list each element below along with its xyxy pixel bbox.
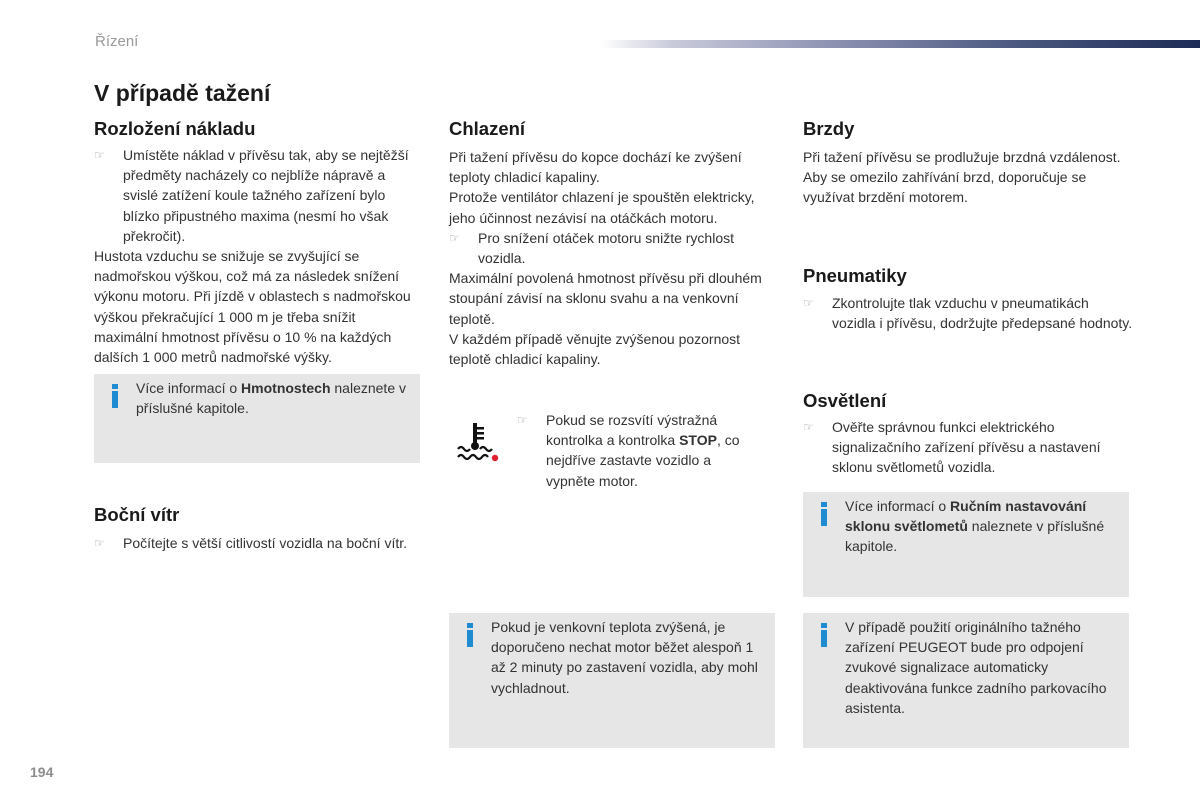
bullet-text: Umístěte náklad v přívěsu tak, aby se nejtěžší předměty nacházely co nejblíže nápravě a svislé zatížení koule tažného zařízení bylo blízko připustného maxima (nesmí ho však překročit). bbox=[123, 147, 409, 244]
heading-crosswind: Boční vítr bbox=[94, 504, 180, 525]
heading-tyres: Pneumatiky bbox=[803, 265, 907, 286]
warning-stop-note bbox=[517, 410, 747, 491]
info-text: Pokud je venkovní teplota zvýšená, je doporučeno nechat motor běžet alespoň 1 až 2 minuty po zastavení vozidla, aby mohl vychladnout. bbox=[491, 619, 758, 696]
info-text: Více informací o Ručním nastavování sklonu světlometů naleznete v příslušné kapitole. bbox=[845, 498, 1105, 555]
paragraph: Protože ventilátor chlazení je spouštěn elektricky, jeho účinnost nezávisí na otáčkách motoru. bbox=[449, 189, 755, 226]
info-box-parking-assist bbox=[803, 613, 1129, 748]
pointing-hand-icon: ☞ bbox=[517, 413, 528, 427]
info-icon bbox=[819, 502, 829, 526]
section-lighting bbox=[803, 389, 1133, 478]
bullet-item bbox=[94, 533, 414, 553]
bullet-item bbox=[803, 293, 1133, 333]
heading-brakes: Brzdy bbox=[803, 118, 855, 139]
page-title: V případě tažení bbox=[94, 80, 271, 106]
bullet-text: Pro snížení otáček motoru snižte rychlost vozidla. bbox=[478, 229, 734, 267]
heading-lighting: Osvětlení bbox=[803, 390, 887, 411]
info-icon bbox=[819, 623, 829, 647]
pointing-hand-icon: ☞ bbox=[803, 296, 814, 310]
header-gradient-bar bbox=[600, 40, 1200, 48]
info-box-cooldown bbox=[449, 613, 775, 748]
paragraph: Maximální povolená hmotnost přívěsu při dlouhém stoupání závisí na sklonu svahu a na venkovní teplotě. bbox=[449, 270, 762, 327]
bullet-item bbox=[94, 145, 414, 246]
paragraph: Aby se omezilo zahřívání brzd, doporučuje se využívat brzdění motorem. bbox=[803, 169, 1087, 206]
info-icon bbox=[465, 623, 475, 647]
section-load-distribution bbox=[94, 117, 414, 367]
bullet-text: Zkontrolujte tlak vzduchu v pneumatikách vozidla i přívěsu, dodržujte předepsané hodnoty. bbox=[832, 295, 1133, 332]
info-icon bbox=[110, 384, 120, 408]
stop-label: STOP bbox=[679, 432, 717, 449]
pointing-hand-icon: ☞ bbox=[94, 148, 105, 162]
warning-red-dot bbox=[492, 455, 498, 461]
heading-load-distribution: Rozložení nákladu bbox=[94, 118, 256, 139]
coolant-temperature-warning-icon bbox=[455, 420, 503, 464]
info-box-headlamp-adjustment bbox=[803, 492, 1129, 597]
info-link-headlamp-adjustment: Ručním nastavování sklonu světlometů bbox=[845, 498, 1087, 535]
paragraph: Při tažení přívěsu se prodlužuje brzdná vzdálenost. bbox=[803, 149, 1121, 165]
bullet-text: Ověřte správnou funkci elektrického signalizačního zařízení přívěsu a nastavení sklonu světlometů vozidla. bbox=[832, 419, 1101, 476]
section-brakes bbox=[803, 117, 1133, 208]
bullet-item bbox=[803, 417, 1133, 478]
section-tyres bbox=[803, 264, 1133, 333]
pointing-hand-icon: ☞ bbox=[449, 230, 460, 245]
info-text: Více informací o Hmotnostech naleznete v příslušné kapitole. bbox=[136, 380, 406, 417]
paragraph: V každém případě věnujte zvýšenou pozornost teplotě chladicí kapaliny. bbox=[449, 330, 741, 368]
bullet-item: ☞ Pokud se rozsvítí výstražná kontrolka a kontrolka STOP, co nejdříve zastavte vozidlo a vypněte motor. bbox=[517, 412, 740, 489]
info-link-weights: Hmotnostech bbox=[241, 380, 331, 396]
bullet-text: Počítejte s větší citlivostí vozidla na boční vítr. bbox=[123, 535, 408, 551]
paragraph: Hustota vzduchu se snižuje se zvyšující se nadmořskou výškou, což má za následek snížení výkonu motoru. Při jízdě v oblastech s nadmořskou výškou překračující 1 000 m je třeba snížit maximální hmotnost přívěsu o 10 % na každých dalších 1 000 metrů nadmořské výšky. bbox=[94, 248, 411, 366]
section-label: Řízení bbox=[95, 33, 139, 50]
section-crosswind bbox=[94, 503, 414, 553]
pointing-hand-icon: ☞ bbox=[803, 420, 814, 434]
info-box-weights bbox=[94, 374, 420, 463]
page-number: 194 bbox=[30, 764, 54, 780]
paragraph: Při tažení přívěsu do kopce dochází ke zvýšení teploty chladicí kapaliny. bbox=[449, 149, 742, 186]
bullet-item bbox=[449, 228, 779, 268]
heading-cooling: Chlazení bbox=[449, 118, 526, 139]
section-cooling bbox=[449, 117, 779, 369]
info-text: V případě použití originálního tažného zařízení PEUGEOT bude pro odpojení zvukové signalizace automaticky deaktivována funkce zadního parkovacího asistenta. bbox=[845, 619, 1107, 716]
pointing-hand-icon: ☞ bbox=[94, 536, 105, 550]
